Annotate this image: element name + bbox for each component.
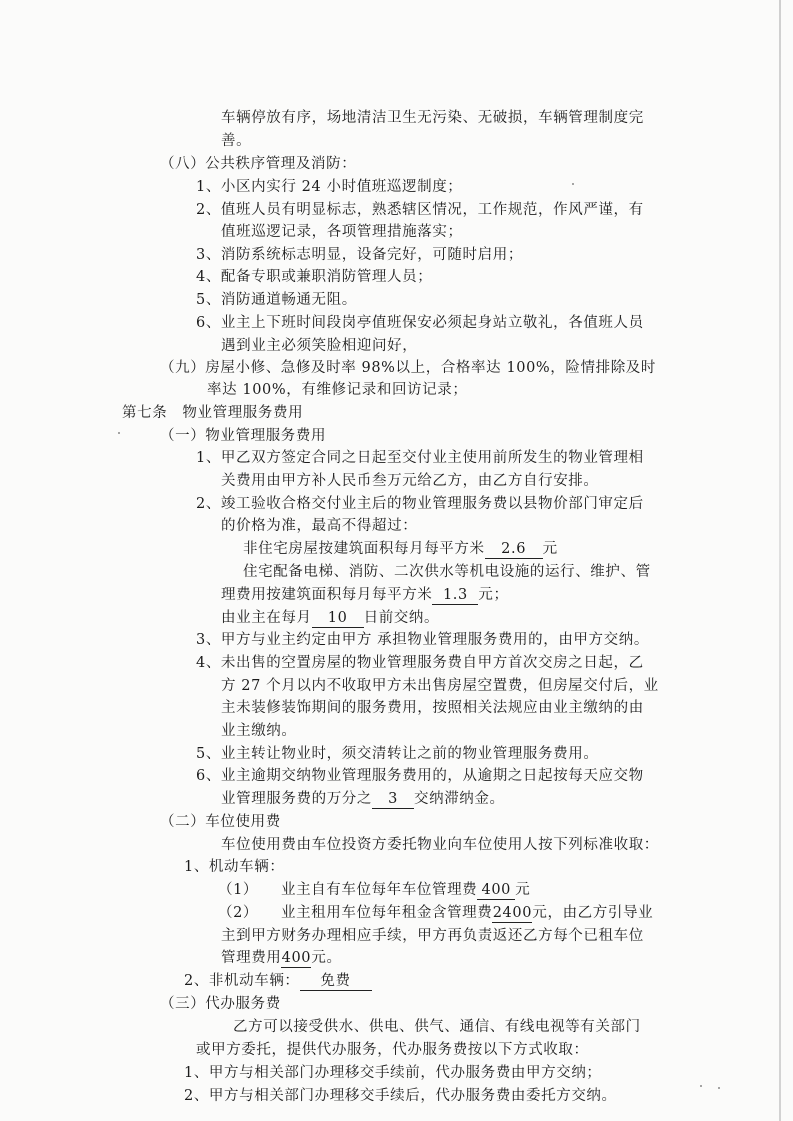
late-fee-label: 业管理服务费的万分之 — [221, 791, 372, 807]
section-heading: （三）代办服务费 — [160, 996, 281, 1012]
text-line: 主到甲方财务办理相应手续，甲方再负责返还乙方每个已租车位 — [221, 928, 644, 944]
text-line: 6、业主上下班时间段岗亭值班保安必须起身站立敬礼，各值班人员 — [196, 315, 644, 331]
text-line: 1、甲方与相关部门办理移交手续前，代办服务费由甲方交纳； — [184, 1065, 602, 1081]
late-fee-fill: 3 — [372, 791, 414, 809]
text-line: 车位使用费由车位投资方委托物业向车位使用人按下列标准收取： — [221, 837, 659, 853]
text-line: 率达 100%，有维修记录和回访记录； — [207, 382, 468, 398]
fee-line-label: 理费用按建筑面积每月每平方米 — [221, 587, 433, 603]
section-heading: （九）房屋小修、急修及时率 98%以上，合格率达 100%，险情排除及时 — [160, 360, 656, 376]
text-line: 2、甲方与相关部门办理移交手续后，代办服务费由委托方交纳。 — [184, 1088, 617, 1104]
unit-text: 元 — [515, 882, 531, 898]
mgmt-fee-line — [221, 948, 342, 968]
section-heading: （一）物业管理服务费用 — [160, 428, 327, 444]
text-line: 1、甲乙双方签定合同之日起至交付业主使用前所发生的物业管理相 — [196, 450, 644, 466]
scan-speck — [118, 432, 120, 434]
unit-text: 元 — [542, 541, 558, 557]
text-line: 1、机动车辆： — [184, 859, 285, 875]
text-line: 的价格为准，最高不得超过： — [221, 518, 418, 534]
text-line: 遇到业主必须笑脸相迎问好， — [221, 338, 418, 354]
text-line: 2、值班人员有明显标志，熟悉辖区情况，工作规范，作风严谨，有 — [196, 202, 644, 218]
nonmotor-line — [184, 971, 372, 991]
text-line: 3、甲方与业主约定由甲方 承担物业管理服务费用的，由甲方交纳。 — [196, 632, 649, 648]
scan-speck — [700, 1085, 702, 1087]
rent-parking-suffix: 元，由乙方引导业 — [532, 905, 654, 921]
text-line: 关费用由甲方补人民币叁万元给乙方，由乙方自行安排。 — [221, 473, 599, 489]
text-line: 主未装修装饰期间的服务费用，按照相关法规应由业主缴纳的由 — [221, 700, 644, 716]
text-line: 4、未出售的空置房屋的物业管理服务费自甲方首次交房之日起，乙 — [196, 655, 644, 671]
rent-parking-fee-fill: 2400 — [492, 905, 533, 921]
scan-edge — [779, 0, 781, 1121]
pay-day-fill: 10 — [312, 610, 364, 628]
text-line: 6、业主逾期交纳物业管理服务费用的，从逾期之日起按每天应交物 — [196, 768, 644, 784]
text-line: 2、竣工验收合格交付业主后的物业管理服务费以县物价部门审定后 — [196, 496, 644, 512]
scan-speck — [572, 183, 574, 185]
section-heading: （八）公共秩序管理及消防： — [160, 156, 357, 172]
text-line: 值班巡逻记录，各项管理措施落实； — [221, 224, 463, 240]
own-parking-fee-fill: 400 — [477, 882, 515, 900]
text-line: 方 27 个月以内不收取甲方未出售房屋空置费，但房屋交付后，业 — [221, 678, 659, 694]
nonresidential-rate-fill: 2.6 — [485, 541, 543, 559]
text-line: 4、配备专职或兼职消防管理人员； — [196, 269, 433, 285]
text-line: 住宅配备电梯、消防、二次供水等机电设施的运行、维护、管 — [243, 564, 651, 580]
text-line: 5、业主转让物业时，须交清转让之前的物业管理服务费用。 — [196, 746, 599, 762]
text-line: 善。 — [221, 133, 252, 149]
late-fee-line — [221, 789, 505, 809]
late-fee-suffix: 交纳滞纳金。 — [414, 791, 505, 807]
mgmt-fee-label: 管理费用 — [221, 950, 282, 966]
mgmt-fee-fill: 400 — [281, 950, 312, 966]
article-heading: 第七条 物业管理服务费用 — [122, 405, 304, 421]
text-line: 1、小区内实行 24 小时值班巡逻制度； — [196, 179, 463, 195]
own-parking-label: （1） 业主自有车位每年车位管理费 — [218, 882, 478, 898]
section-heading: （二）车位使用费 — [160, 814, 281, 830]
own-parking-line — [218, 880, 530, 900]
text-line: 业主缴纳。 — [221, 723, 297, 739]
nonmotor-fee-fill: 免费 — [300, 973, 372, 991]
text-line: 5、消防通道畅通无阻。 — [196, 292, 357, 308]
pay-day-line — [221, 608, 439, 628]
fee-line-nonresidential — [243, 539, 558, 559]
rent-parking-label: （2） 业主租用车位每年租金含管理费 — [218, 905, 493, 921]
fee-line-label: 非住宅房屋按建筑面积每月每平方米 — [243, 541, 485, 557]
rent-parking-line — [218, 903, 653, 923]
mgmt-fee-suffix: 元。 — [311, 950, 342, 966]
unit-text: 元； — [478, 587, 509, 603]
text-line: 车辆停放有序，场地清洁卫生无污染、无破损，车辆管理制度完 — [221, 110, 644, 126]
pay-day-label: 由业主在每月 — [221, 610, 312, 626]
scan-speck — [718, 1087, 720, 1089]
text-line: 或甲方委托，提供代办服务，代办服务费按以下方式收取： — [196, 1042, 589, 1058]
fee-line-residential — [221, 585, 509, 605]
residential-rate-fill: 1.3 — [432, 587, 478, 605]
text-line: 乙方可以接受供水、供电、供气、通信、有线电视等有关部门 — [233, 1019, 641, 1035]
text-line: 3、消防系统标志明显，设备完好，可随时启用； — [196, 247, 523, 263]
pay-day-suffix: 日前交纳。 — [363, 610, 440, 626]
nonmotor-label: 2、非机动车辆： — [184, 973, 300, 989]
